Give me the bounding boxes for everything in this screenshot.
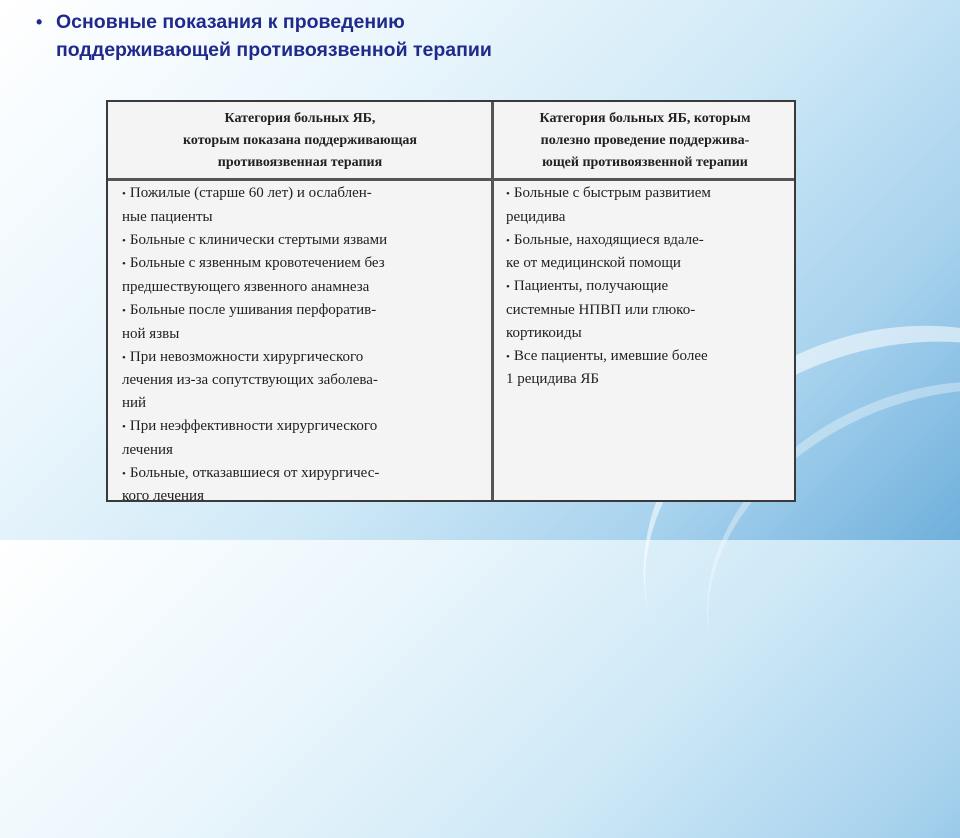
list-item <box>506 345 788 392</box>
item-line: При неэффективности хирургического <box>129 417 378 434</box>
list-item <box>122 462 484 509</box>
list-item <box>506 229 788 276</box>
item-line: кортикоиды <box>506 324 582 341</box>
item-line: ке от медицинской помощи <box>506 255 681 272</box>
list-item <box>506 275 788 344</box>
list-item <box>122 229 484 253</box>
list-item <box>506 182 788 229</box>
bullet-glyph: • <box>122 188 126 200</box>
item-line: ные пациенты <box>122 208 213 225</box>
item-line: Больные с клинически стертыми язвами <box>129 231 388 248</box>
item-line: предшествующего язвенного анамнеза <box>122 279 370 296</box>
item-line: лечения <box>122 441 173 458</box>
header-line: полезно проведение поддержива- <box>540 133 750 148</box>
bullet-glyph: • <box>122 420 126 433</box>
bullet-glyph: • <box>122 304 126 317</box>
item-line: Пожилые (старше 60 лет) и ослаблен- <box>129 185 372 201</box>
item-line: Пациенты, получающие <box>513 278 669 295</box>
item-line: Больные с быстрым развитием <box>513 185 711 201</box>
header-line: ющей противоязвенной терапии <box>542 155 748 170</box>
bullet-glyph: • <box>122 234 126 247</box>
bullet-glyph: • <box>506 281 510 294</box>
bullet-glyph: • <box>506 188 510 200</box>
item-line: кого лечения <box>122 488 204 505</box>
item-line: Все пациенты, имевшие более <box>513 347 708 364</box>
header-divider <box>108 178 794 181</box>
header-line: которым показана поддерживающая <box>183 133 417 148</box>
title-bullet: • <box>36 12 43 32</box>
item-line: Больные, находящиеся вдале- <box>513 231 704 248</box>
list-item <box>122 182 484 229</box>
list-item <box>122 346 484 415</box>
item-line: Больные, отказавшиеся от хирургичес- <box>129 464 380 481</box>
header-line: противоязвенная терапия <box>217 155 383 170</box>
item-line: ной язвы <box>122 325 180 342</box>
item-line: 1 рецидива ЯБ <box>506 371 600 388</box>
title-line-1: Основные показания к проведению <box>56 11 405 33</box>
item-line: ний <box>122 395 147 412</box>
list-item <box>122 299 484 346</box>
bullet-glyph: • <box>122 351 126 364</box>
header-line: Категория больных ЯБ, которым <box>539 111 751 126</box>
table-header-right <box>500 108 790 176</box>
indications-table <box>106 100 796 505</box>
item-line: рецидива <box>506 208 566 225</box>
slide-title <box>36 8 916 64</box>
bullet-glyph: • <box>122 258 126 271</box>
item-line: лечения из-за сопутствующих заболева- <box>122 372 378 389</box>
item-line: Больные с язвенным кровотечением без <box>129 255 385 272</box>
table-column-left <box>122 182 484 508</box>
table-column-right <box>506 182 788 391</box>
bullet-glyph: • <box>506 350 510 363</box>
title-line-2: поддерживающей противоязвенной терапии <box>56 39 492 61</box>
bullet-glyph: • <box>506 234 510 247</box>
item-line: системные НПВП или глюко- <box>506 301 696 318</box>
column-divider <box>491 102 494 500</box>
header-line: Категория больных ЯБ, <box>224 111 376 126</box>
list-item <box>122 415 484 462</box>
bullet-glyph: • <box>122 467 126 480</box>
item-line: Больные после ушивания перфоратив- <box>129 301 377 318</box>
item-line: При невозможности хирургического <box>129 348 364 365</box>
list-item <box>122 252 484 299</box>
table-header-left <box>116 108 484 176</box>
